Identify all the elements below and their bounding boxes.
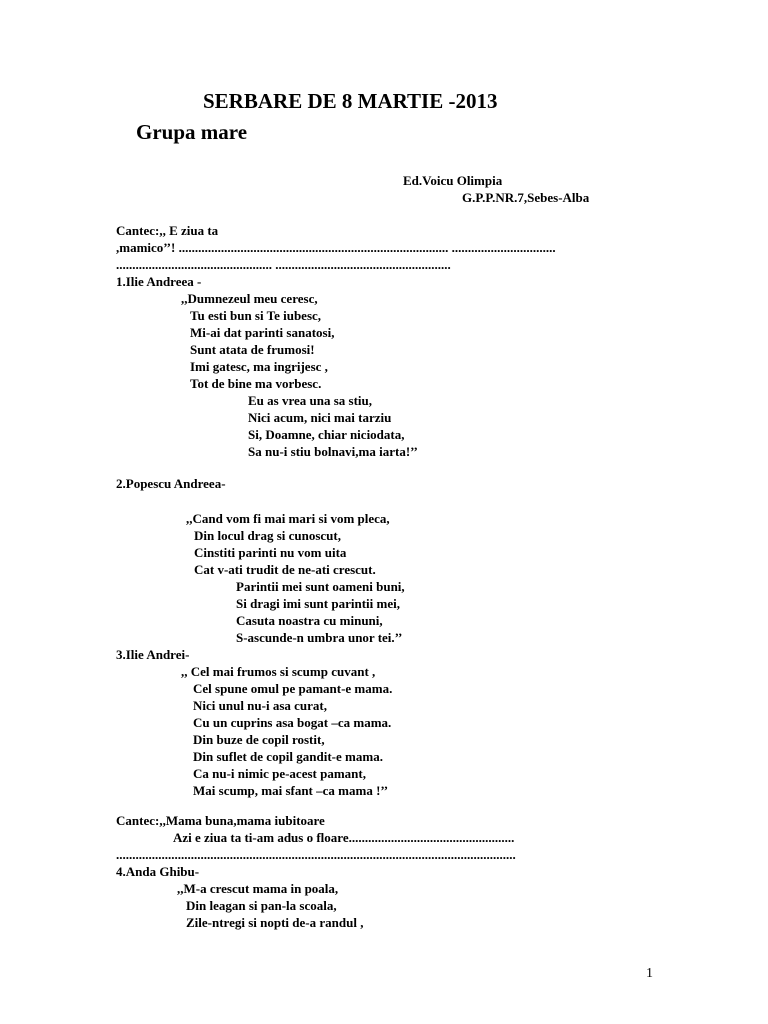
performer-2-name: 2.Popescu Andreea- bbox=[116, 476, 226, 491]
poem-3-line: Din buze de copil rostit, bbox=[193, 732, 325, 747]
poem-3-line: ,, Cel mai frumos si scump cuvant , bbox=[181, 664, 376, 679]
poem-1-line: Eu as vrea una sa stiu, bbox=[248, 393, 373, 408]
poem-3-line: Mai scump, mai sfant –ca mama !’’ bbox=[193, 783, 389, 798]
poem-3-line: Nici unul nu-i asa curat, bbox=[193, 698, 327, 713]
song-1-line-2: ,mamico’’! ................................................................................... ................................ bbox=[116, 240, 556, 255]
poem-3-line: Din suflet de copil gandit-e mama. bbox=[193, 749, 383, 764]
poem-4-line: Din leagan si pan-la scoala, bbox=[186, 898, 337, 913]
poem-1-line: Si, Doamne, chiar niciodata, bbox=[248, 427, 405, 442]
poem-2-line: Si dragi imi sunt parintii mei, bbox=[236, 596, 400, 611]
poem-2-line: Din locul drag si cunoscut, bbox=[194, 528, 341, 543]
song-2-line-3: ........................................................................................................................... bbox=[116, 847, 516, 862]
poem-4-line: Zile-ntregi si nopti de-a randul , bbox=[186, 915, 364, 930]
document-subtitle: Grupa mare bbox=[136, 120, 248, 144]
poem-1-line: Tu esti bun si Te iubesc, bbox=[190, 308, 322, 323]
poem-1-line: Mi-ai dat parinti sanatosi, bbox=[190, 325, 335, 340]
poem-1-line: Imi gatesc, ma ingrijesc , bbox=[190, 359, 328, 374]
poem-1-line: Sunt atata de frumosi! bbox=[190, 342, 315, 357]
poem-1-line: Nici acum, nici mai tarziu bbox=[248, 410, 392, 425]
school-line: G.P.P.NR.7,Sebes-Alba bbox=[462, 190, 590, 205]
song-1-line-3: ................................................ ...................................................... bbox=[116, 257, 451, 272]
poem-3-line: Cu un cuprins asa bogat –ca mama. bbox=[193, 715, 392, 730]
poem-3-line: Cel spune omul pe pamant-e mama. bbox=[193, 681, 393, 696]
poem-3-line: Ca nu-i nimic pe-acest pamant, bbox=[193, 766, 366, 781]
poem-2-line: Cinstiti parinti nu vom uita bbox=[194, 545, 347, 560]
song-1-title: Cantec:,, E ziua ta bbox=[116, 223, 219, 238]
song-2-title: Cantec:,,Mama buna,mama iubitoare bbox=[116, 813, 325, 828]
poem-4-line: ,,M-a crescut mama in poala, bbox=[177, 881, 339, 896]
author-line: Ed.Voicu Olimpia bbox=[403, 173, 503, 188]
performer-4-name: 4.Anda Ghibu- bbox=[116, 864, 200, 879]
song-2-line-2: Azi e ziua ta ti-am adus o floare................................................... bbox=[173, 830, 515, 845]
performer-1-name: 1.Ilie Andreea - bbox=[116, 274, 202, 289]
poem-1-line: Tot de bine ma vorbesc. bbox=[190, 376, 322, 391]
poem-2-line: S-ascunde-n umbra unor tei.’’ bbox=[236, 630, 403, 645]
poem-1-line: ,,Dumnezeul meu ceresc, bbox=[181, 291, 318, 306]
poem-2-line: ,,Cand vom fi mai mari si vom pleca, bbox=[186, 511, 390, 526]
performer-3-name: 3.Ilie Andrei- bbox=[116, 647, 190, 662]
poem-1-line: Sa nu-i stiu bolnavi,ma iarta!’’ bbox=[248, 444, 418, 459]
poem-2-line: Parintii mei sunt oameni buni, bbox=[236, 579, 405, 594]
document-title: SERBARE DE 8 MARTIE -2013 bbox=[203, 89, 498, 113]
page-number: 1 bbox=[646, 966, 653, 981]
poem-2-line: Cat v-ati trudit de ne-ati crescut. bbox=[194, 562, 376, 577]
poem-2-line: Casuta noastra cu minuni, bbox=[236, 613, 383, 628]
